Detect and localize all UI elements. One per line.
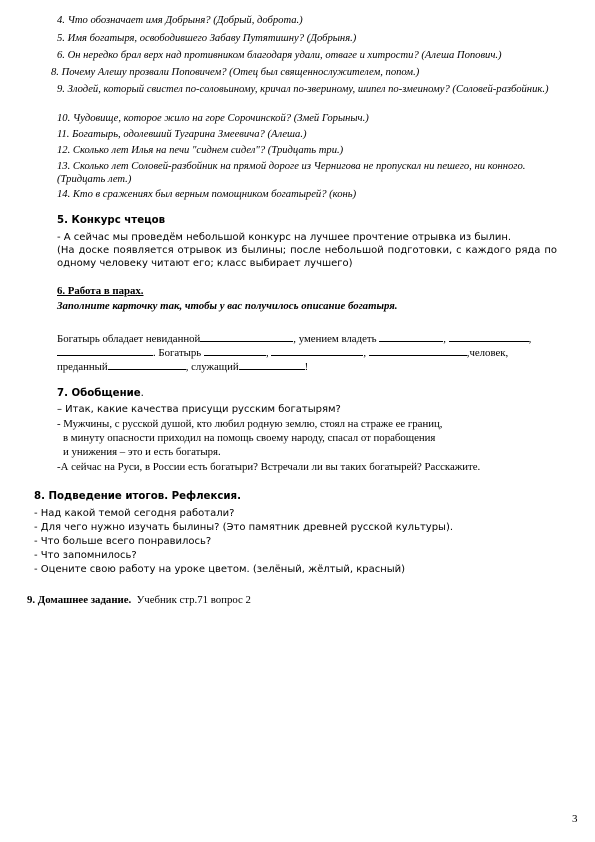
card-blank-2[interactable]: [379, 331, 443, 342]
card-line-1: [57, 331, 531, 346]
quiz-item-12: 12. Сколько лет Илья на печи "сиднем сидел"? (Тридцать три.): [57, 145, 344, 156]
page-number: 3: [572, 813, 578, 825]
section-9-text: Учебник стр.71 вопрос 2: [136, 594, 251, 606]
section-7-title: 7. Обобщение.: [57, 388, 144, 399]
section-6-title: 6. Работа в парах.: [57, 285, 144, 297]
section-5-title: 5. Конкурс чтецов: [57, 215, 166, 226]
quiz-item-11: 11. Богатырь, одолевший Тугарина Змеевича? (Алеша.): [57, 129, 307, 140]
quiz-item-14: 14. Кто в сражениях был верным помощником богатырей? (конь): [57, 189, 357, 200]
section-7-answer-3: и унижения – это и есть богатыря.: [63, 446, 221, 458]
card-blank-6[interactable]: [271, 345, 363, 356]
card-blank-4[interactable]: [57, 345, 153, 356]
quiz-item-9: 9. Злодей, который свистел по-соловьиному, кричал по-звериному, шипел по-змеиному? (Соловей-разбойник.): [57, 84, 549, 95]
card-blank-1[interactable]: [200, 331, 293, 342]
quiz-item-6: 6. Он нередко брал верх над противником благодаря удали, отваге и хитрости? (Алеша Попович.): [57, 50, 502, 61]
section-7-answer-2: в минуту опасности приходил на помощь своему народу, спасал от порабощения: [63, 432, 436, 444]
section-5-line2: (На доске появляется отрывок из былины; после небольшой подготовки, с каждого ряда по одному человеку читают его; класс выбирает лучшего): [57, 245, 557, 269]
section-7-answer-1: - Мужчины, с русской душой, кто любил родную землю, стоял на страже ее границ,: [57, 418, 443, 430]
section-5-line1: - А сейчас мы проведём небольшой конкурс на лучшее прочтение отрывка из былин.: [57, 232, 512, 243]
card-text-g: ,: [363, 347, 367, 359]
quiz-item-8: 8. Почему Алешу прозвали Поповичем? (Отец был священнослужителем, попом.): [51, 67, 420, 78]
card-text-e: . Богатырь: [153, 347, 202, 359]
card-line-2: [57, 345, 508, 360]
card-blank-7[interactable]: [369, 345, 467, 356]
quiz-item-4: 4. Что обозначает имя Добрыня? (Добрый, доброта.): [57, 15, 303, 26]
section-8-item-4: - Что запомнилось?: [34, 550, 137, 561]
card-blank-8[interactable]: [108, 359, 186, 370]
section-7-question: – Итак, какие качества присущи русским богатырям?: [57, 404, 341, 415]
card-text-j: , служащий: [185, 361, 239, 373]
section-8-item-3: - Что больше всего понравилось?: [34, 536, 212, 547]
card-blank-5[interactable]: [204, 345, 266, 356]
quiz-item-13: 13. Сколько лет Соловей-разбойник на прямой дороге из Чернигова не пропускал ни пешего, ни конного. (Тридцать лет.): [57, 161, 526, 185]
card-text-i: преданный: [57, 361, 108, 373]
quiz-item-5: 5. Имя богатыря, освободившего Забаву Путятишну? (Добрыня.): [57, 33, 357, 44]
card-text-k: !: [304, 361, 309, 373]
section-8-title: 8. Подведение итогов. Рефлексия.: [34, 491, 241, 502]
card-blank-9[interactable]: [239, 359, 305, 370]
card-text-c: ,: [443, 333, 446, 345]
card-text-d: ,: [528, 333, 532, 345]
section-6-task: Заполните карточку так, чтобы у вас получилось описание богатыря.: [57, 300, 398, 312]
section-9: [27, 594, 251, 607]
card-blank-3[interactable]: [449, 331, 529, 342]
card-text-h: ,человек,: [466, 347, 509, 359]
card-text-a: Богатырь обладает невиданной: [57, 333, 201, 345]
card-line-3: [57, 359, 308, 374]
section-8-item-2: - Для чего нужно изучать былины? (Это памятник древней русской культуры).: [34, 522, 454, 533]
quiz-item-10: 10. Чудовище, которое жило на горе Сорочинской? (Змей Горыныч.): [57, 113, 369, 124]
section-7-question-2: -А сейчас на Руси, в России есть богатыри? Встречали ли вы таких богатырей? Расскажите.: [57, 461, 481, 473]
card-text-f: ,: [265, 347, 269, 359]
section-9-title: 9. Домашнее задание.: [27, 594, 132, 606]
section-8-item-1: - Над какой темой сегодня работали?: [34, 508, 235, 519]
card-text-b: , умением владеть: [293, 333, 377, 345]
section-8-item-5: - Оцените свою работу на уроке цветом. (зелёный, жёлтый, красный): [34, 564, 406, 575]
